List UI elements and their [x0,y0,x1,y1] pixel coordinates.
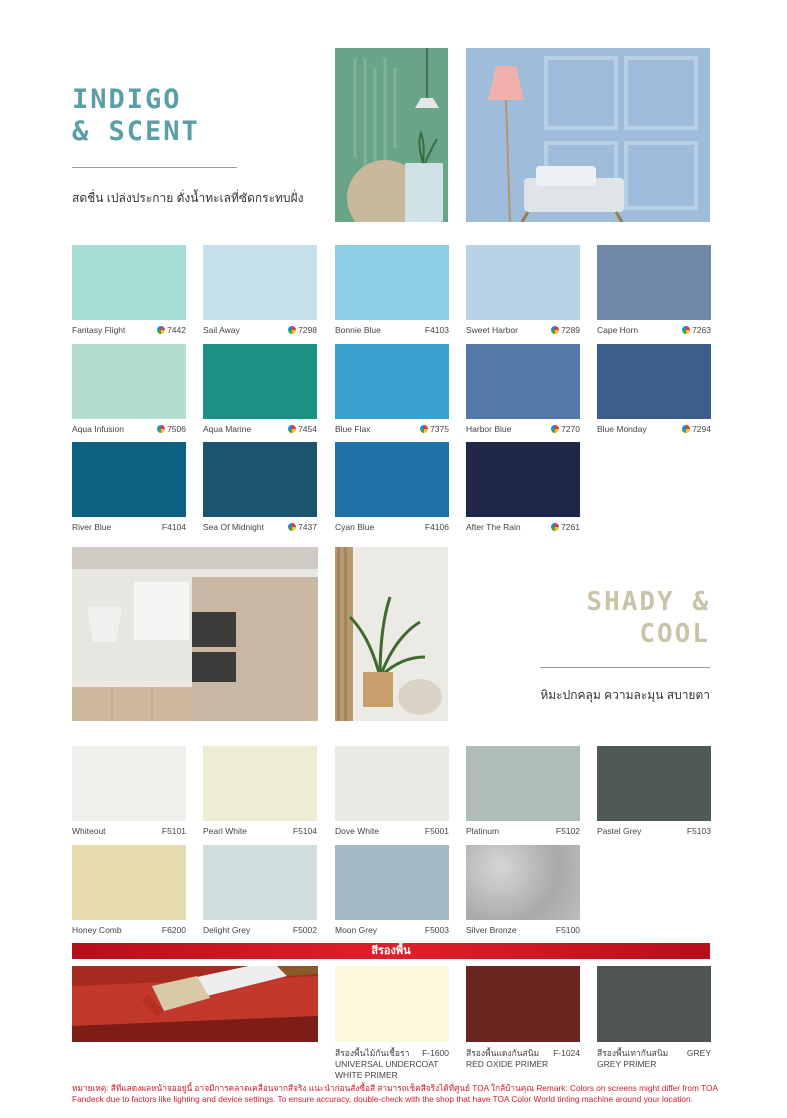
divider [540,667,710,668]
swatch-label [72,826,186,836]
color-swatch [203,746,317,821]
swatch-code-group [162,826,186,836]
swatch-name: After The Rain [466,522,521,532]
primer-code: F-1600 [422,1048,449,1058]
swatch-name: Aqua Marine [203,423,252,434]
swatch-code: 7506 [167,423,186,434]
swatch-label [597,325,711,335]
room-photo-blue [466,48,710,222]
swatch-name: Honey Comb [72,924,122,935]
primer-code: F-1024 [553,1048,580,1058]
primer-name: สีรองพื้นแดงกันสนิม [466,1048,540,1058]
fandeck-icon [157,425,165,433]
swatch-label [72,522,186,532]
color-swatch [466,442,580,517]
title-line-2: COOL [639,619,710,649]
swatch-code: F5102 [555,826,580,836]
title-line-2: & SCENT [72,116,200,147]
swatch-name: Pastel Grey [597,826,642,836]
swatch-label [335,925,449,935]
section-subtitle: สดชื่น เปล่งประกาย ดั่งน้ำทะเลที่ซัดกระทบฝั่ง [72,191,304,205]
swatch-code-group [162,522,186,532]
swatch-code-group [157,424,186,434]
swatch-name: River Blue [72,522,112,532]
swatch-code: 7375 [430,423,449,434]
color-swatch [72,746,186,821]
swatch-code-group [425,925,449,935]
fandeck-icon [551,425,559,433]
color-swatch [72,845,186,920]
kitchen-photo [72,547,318,721]
swatch-code-group [288,522,317,532]
fandeck-icon [288,523,296,531]
color-swatch [72,442,186,517]
swatch-code-group [556,826,580,836]
color-swatch [72,245,186,320]
paint-brush-photo [72,966,318,1042]
fandeck-icon [682,326,690,334]
swatch-label [335,826,449,836]
swatch-code-group [162,925,186,935]
swatch-code-group [288,325,317,335]
swatch-code-group [293,925,317,935]
swatch-name: Cyan Blue [335,522,375,532]
swatch-code: F5002 [292,924,317,935]
swatch-label [597,826,711,836]
swatch-name: Pearl White [203,826,247,836]
swatch-code-group [425,522,449,532]
primer-subtitle: RED OXIDE PRIMER [466,1059,549,1069]
swatch-code-group [551,424,580,434]
swatch-code-group [425,325,449,335]
swatch-label [335,522,449,532]
swatch-code-group [288,424,317,434]
swatch-name: Sea Of Midnight [203,522,264,532]
color-swatch [335,845,449,920]
color-swatch [203,344,317,419]
color-swatch [597,344,711,419]
color-swatch [203,442,317,517]
color-swatch [597,746,711,821]
primer-title-row [597,1048,711,1059]
swatch-code: 7454 [298,423,317,434]
swatch-name: Dove White [335,826,379,836]
primer-swatch [597,966,711,1042]
fandeck-icon [157,326,165,334]
swatch-code: F5103 [686,826,711,836]
swatch-label [597,424,711,434]
section-title-shady-cool [560,586,710,650]
primer-swatch [466,966,580,1042]
swatch-name: Moon Grey [335,924,378,935]
swatch-code: F4106 [424,522,449,532]
primer-label [335,1048,449,1081]
swatch-label [72,325,186,335]
color-swatch [335,442,449,517]
swatch-code: 7289 [561,325,580,335]
swatch-code-group [687,826,711,836]
color-swatch [466,746,580,821]
primer-swatch [335,966,449,1042]
color-swatch [466,245,580,320]
swatch-label [72,925,186,935]
fandeck-icon [551,326,559,334]
primer-subtitle: UNIVERSAL UNDERCOAT [335,1059,439,1069]
color-swatch [466,845,580,920]
color-swatch [203,245,317,320]
plant-photo [335,547,448,721]
swatch-code-group [682,424,711,434]
color-swatch [203,845,317,920]
swatch-code-group [551,325,580,335]
swatch-name: Harbor Blue [466,423,512,434]
color-swatch [335,245,449,320]
swatch-code-group [425,826,449,836]
swatch-code: 7442 [167,325,186,335]
fandeck-icon [288,326,296,334]
primer-banner: สีรองพื้น [72,943,710,959]
swatch-name: Sail Away [203,325,240,335]
swatch-code: 7294 [692,423,711,434]
color-swatch [335,344,449,419]
swatch-name: Delight Grey [203,924,251,935]
swatch-label [466,325,580,335]
swatch-label [203,325,317,335]
remark-text: หมายเหตุ: สีที่แสดงผลหน้าจออยู่นี้ อาจมีการคลาดเคลื่อนจากสีจริง แนะนำก่อนสั่งซื้อสี สามารถเช็คสีจริงได้ที่ศูนย์ TOA ใกล้บ้านคุณ Remark: Colors on screens might differ from TOA Fandeck due to factors like lighting and device settings. To ensure accuracy, double-check with the shop that have TOA Color World tinting machine around your location. [72,1083,718,1104]
fandeck-icon [682,425,690,433]
swatch-label [203,925,317,935]
primer-label [597,1048,711,1070]
swatch-name: Cape Horn [597,325,639,335]
primer-title-row [466,1048,580,1059]
section-subtitle: หิมะปกคลุม ความละมุน สบายตา [540,688,710,702]
swatch-name: Blue Flax [335,423,371,434]
section-title-indigo-scent [72,84,200,148]
swatch-code: 7437 [298,522,317,532]
primer-label [466,1048,580,1070]
swatch-code: 7263 [692,325,711,335]
swatch-code: 7261 [561,522,580,532]
swatch-name: Fantasy Flight [72,325,126,335]
swatch-code: F6200 [161,924,186,935]
room-photo-green [335,48,448,222]
divider [72,167,237,168]
swatch-label [466,424,580,434]
swatch-code: F4103 [424,325,449,335]
swatch-label [203,826,317,836]
swatch-label [466,826,580,836]
primer-subtitle: WHITE PRIMER [335,1070,398,1080]
swatch-name: Whiteout [72,826,106,836]
swatch-code: 7298 [298,325,317,335]
swatch-code-group [551,522,580,532]
fandeck-icon [288,425,296,433]
primer-name: สีรองพื้นเทากันสนิม [597,1048,669,1058]
swatch-name: Bonnie Blue [335,325,381,335]
primer-code: GREY [686,1048,711,1058]
swatch-name: Aqua Infusion [72,423,124,434]
title-line-1: INDIGO [72,84,182,115]
swatch-code: F5001 [424,826,449,836]
swatch-name: Platinum [466,826,500,836]
swatch-code-group [157,325,186,335]
swatch-label [203,424,317,434]
swatch-code-group [556,925,580,935]
swatch-label [466,925,580,935]
color-swatch [466,344,580,419]
swatch-code-group [293,826,317,836]
swatch-name: Silver Bronze [466,924,517,935]
swatch-code: F5003 [424,924,449,935]
swatch-code: F5104 [292,826,317,836]
swatch-label [335,424,449,434]
swatch-name: Sweet Harbor [466,325,518,335]
title-line-1: SHADY & [586,587,710,617]
swatch-label [466,522,580,532]
fandeck-icon [420,425,428,433]
primer-name: สีรองพื้นไม้กันเชื้อรา [335,1048,410,1058]
color-swatch [335,746,449,821]
swatch-label [72,424,186,434]
color-swatch [72,344,186,419]
color-swatch [597,245,711,320]
swatch-label [335,325,449,335]
swatch-name: Blue Monday [597,423,647,434]
swatch-code: 7270 [561,423,580,434]
swatch-code-group [420,424,449,434]
swatch-label [203,522,317,532]
primer-subtitle: GREY PRIMER [597,1059,657,1069]
primer-title-row [335,1048,449,1059]
swatch-code: F5101 [161,826,186,836]
swatch-code-group [682,325,711,335]
fandeck-icon [551,523,559,531]
swatch-code: F5100 [555,924,580,935]
swatch-code: F4104 [161,522,186,532]
